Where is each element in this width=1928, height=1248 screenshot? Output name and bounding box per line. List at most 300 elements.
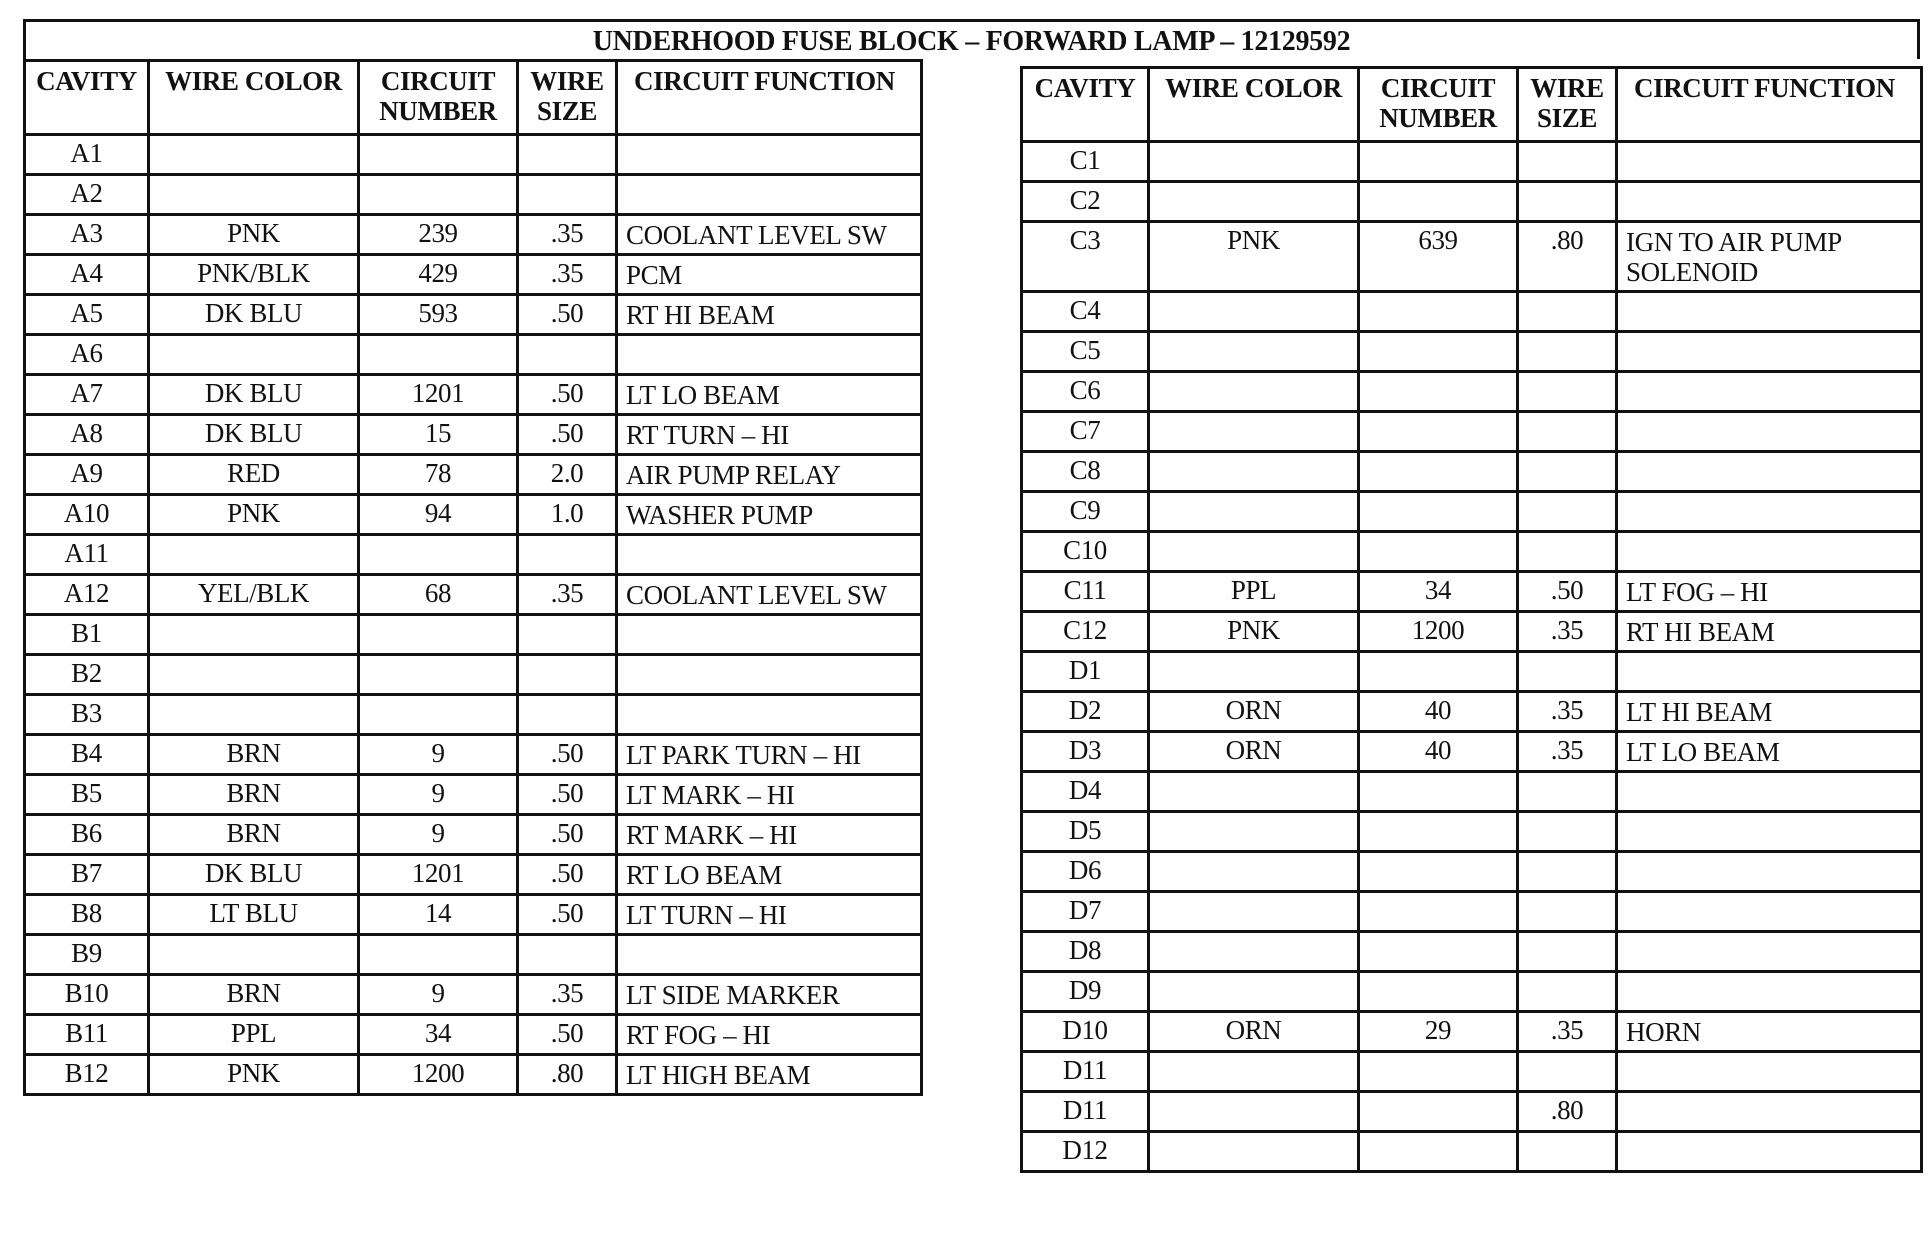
circuit-number-cell [359, 695, 518, 735]
table-header-row [1022, 68, 1922, 142]
wire-size-cell [518, 335, 617, 375]
circuit-number-cell: 239 [359, 215, 518, 255]
wire-size-header: WIRE SIZE [1518, 68, 1617, 142]
wire-size-cell: .35 [1518, 1012, 1617, 1052]
circuit-number-cell [1359, 372, 1518, 412]
cavity-cell: C11 [1022, 572, 1149, 612]
circuit-function-cell: WASHER PUMP [617, 495, 922, 535]
circuit-function-cell [1617, 772, 1922, 812]
table-row [1022, 332, 1922, 372]
wire-size-cell [1518, 1132, 1617, 1172]
table-row [1022, 1012, 1922, 1052]
cavity-cell: B12 [25, 1055, 149, 1095]
circuit-number-cell [1359, 1052, 1518, 1092]
cavity-cell: D7 [1022, 892, 1149, 932]
wire-color-cell: RED [149, 455, 359, 495]
cavity-cell: B5 [25, 775, 149, 815]
wire-size-cell: .80 [1518, 1092, 1617, 1132]
circuit-function-cell: LT HIGH BEAM [617, 1055, 922, 1095]
table-row [25, 415, 922, 455]
cavity-header: CAVITY [1022, 68, 1149, 142]
wire-color-cell [1149, 652, 1359, 692]
table-row [25, 855, 922, 895]
cavity-cell: C8 [1022, 452, 1149, 492]
left-fuse-table [23, 59, 923, 1096]
circuit-function-cell [1617, 182, 1922, 222]
wire-size-cell: .35 [518, 975, 617, 1015]
wire-color-cell [1149, 492, 1359, 532]
circuit-number-cell: 429 [359, 255, 518, 295]
table-row [1022, 932, 1922, 972]
wire-color-cell: BRN [149, 975, 359, 1015]
cavity-cell: A8 [25, 415, 149, 455]
cavity-cell: A11 [25, 535, 149, 575]
wire-size-cell [518, 695, 617, 735]
wire-size-cell [1518, 412, 1617, 452]
wire-size-cell: 2.0 [518, 455, 617, 495]
wire-size-cell [518, 175, 617, 215]
wire-color-cell: PPL [149, 1015, 359, 1055]
circuit-number-cell: 68 [359, 575, 518, 615]
table-row [1022, 182, 1922, 222]
table-row [1022, 892, 1922, 932]
wire-size-cell [1518, 182, 1617, 222]
wire-color-cell [149, 335, 359, 375]
circuit-function-cell: HORN [1617, 1012, 1922, 1052]
cavity-cell: A1 [25, 135, 149, 175]
table-row [1022, 142, 1922, 182]
cavity-cell: D10 [1022, 1012, 1149, 1052]
wire-size-cell: .35 [1518, 692, 1617, 732]
circuit-function-cell: COOLANT LEVEL SW [617, 215, 922, 255]
table-row [1022, 972, 1922, 1012]
table-row [25, 775, 922, 815]
circuit-number-cell [1359, 332, 1518, 372]
wire-size-cell: .50 [518, 415, 617, 455]
cavity-cell: D11 [1022, 1092, 1149, 1132]
wire-size-cell: .35 [518, 575, 617, 615]
wire-size-cell: .50 [518, 375, 617, 415]
wire-size-cell: .50 [518, 735, 617, 775]
circuit-function-cell [1617, 332, 1922, 372]
circuit-number-cell [1359, 292, 1518, 332]
wire-color-cell [1149, 532, 1359, 572]
cavity-cell: A2 [25, 175, 149, 215]
table-row [1022, 1052, 1922, 1092]
circuit-function-cell [1617, 972, 1922, 1012]
cavity-cell: C4 [1022, 292, 1149, 332]
cavity-cell: C2 [1022, 182, 1149, 222]
table-row [1022, 452, 1922, 492]
circuit-number-cell: 78 [359, 455, 518, 495]
circuit-function-cell [1617, 932, 1922, 972]
circuit-number-cell: 639 [1359, 222, 1518, 292]
circuit-number-cell: 1200 [359, 1055, 518, 1095]
wire-color-header: WIRE COLOR [1149, 68, 1359, 142]
wire-color-cell: PPL [1149, 572, 1359, 612]
wire-color-cell [1149, 892, 1359, 932]
wire-color-cell: PNK [149, 1055, 359, 1095]
cavity-cell: B11 [25, 1015, 149, 1055]
circuit-function-cell [617, 535, 922, 575]
circuit-number-cell: 34 [1359, 572, 1518, 612]
table-row [1022, 852, 1922, 892]
wire-color-cell [1149, 1132, 1359, 1172]
wire-size-cell: 1.0 [518, 495, 617, 535]
table-row [25, 815, 922, 855]
table-row [25, 975, 922, 1015]
circuit-function-cell: LT LO BEAM [1617, 732, 1922, 772]
table-row [25, 215, 922, 255]
table-row [25, 655, 922, 695]
cavity-cell: D3 [1022, 732, 1149, 772]
circuit-number-cell: 40 [1359, 692, 1518, 732]
cavity-header: CAVITY [25, 61, 149, 135]
wire-color-cell [1149, 1052, 1359, 1092]
table-row [25, 135, 922, 175]
table-row [25, 175, 922, 215]
circuit-number-cell [1359, 182, 1518, 222]
circuit-function-cell: RT FOG – HI [617, 1015, 922, 1055]
cavity-cell: B2 [25, 655, 149, 695]
circuit-number-cell [359, 335, 518, 375]
table-row [25, 255, 922, 295]
cavity-cell: B10 [25, 975, 149, 1015]
cavity-cell: D8 [1022, 932, 1149, 972]
wire-size-cell: .50 [518, 815, 617, 855]
wire-size-cell [1518, 452, 1617, 492]
circuit-function-cell: PCM [617, 255, 922, 295]
circuit-number-cell: 1201 [359, 855, 518, 895]
wire-color-cell [1149, 932, 1359, 972]
wire-color-cell [1149, 812, 1359, 852]
right-table-body [1022, 142, 1922, 1172]
table-row [1022, 572, 1922, 612]
circuit-function-cell [1617, 492, 1922, 532]
circuit-function-cell: RT HI BEAM [1617, 612, 1922, 652]
wire-color-cell [149, 535, 359, 575]
circuit-function-cell: LT PARK TURN – HI [617, 735, 922, 775]
circuit-function-cell [1617, 1052, 1922, 1092]
wire-size-cell [1518, 812, 1617, 852]
wire-size-header: WIRE SIZE [518, 61, 617, 135]
table-row [1022, 412, 1922, 452]
cavity-cell: A10 [25, 495, 149, 535]
cavity-cell: D6 [1022, 852, 1149, 892]
table-row [25, 375, 922, 415]
cavity-cell: B6 [25, 815, 149, 855]
circuit-function-cell [1617, 372, 1922, 412]
circuit-number-cell: 9 [359, 735, 518, 775]
circuit-function-cell [617, 135, 922, 175]
circuit-number-cell [1359, 812, 1518, 852]
table-row [1022, 812, 1922, 852]
wire-size-cell [1518, 1052, 1617, 1092]
table-row [25, 615, 922, 655]
cavity-cell: B9 [25, 935, 149, 975]
circuit-number-cell: 593 [359, 295, 518, 335]
wire-size-cell: .35 [518, 255, 617, 295]
cavity-cell: C7 [1022, 412, 1149, 452]
wire-size-cell: .80 [1518, 222, 1617, 292]
wire-color-cell [1149, 1092, 1359, 1132]
circuit-function-cell [617, 655, 922, 695]
circuit-number-cell [1359, 492, 1518, 532]
circuit-number-cell: 40 [1359, 732, 1518, 772]
wire-color-cell: PNK [1149, 222, 1359, 292]
circuit-function-cell [617, 335, 922, 375]
wire-color-cell: YEL/BLK [149, 575, 359, 615]
circuit-function-cell: LT HI BEAM [1617, 692, 1922, 732]
table-row [25, 575, 922, 615]
wire-color-cell: ORN [1149, 732, 1359, 772]
circuit-function-cell [1617, 412, 1922, 452]
circuit-function-header: CIRCUIT FUNCTION [617, 61, 922, 135]
wire-color-cell: DK BLU [149, 295, 359, 335]
circuit-function-cell: RT HI BEAM [617, 295, 922, 335]
circuit-number-cell [1359, 892, 1518, 932]
table-row [25, 1015, 922, 1055]
wire-size-cell [518, 655, 617, 695]
cavity-cell: D12 [1022, 1132, 1149, 1172]
circuit-function-cell: IGN TO AIR PUMP SOLENOID [1617, 222, 1922, 292]
table-row [25, 1055, 922, 1095]
wire-size-cell [1518, 972, 1617, 1012]
cavity-cell: D11 [1022, 1052, 1149, 1092]
circuit-number-cell: 29 [1359, 1012, 1518, 1052]
wire-color-header: WIRE COLOR [149, 61, 359, 135]
wire-size-cell: .35 [1518, 732, 1617, 772]
circuit-function-cell [1617, 1132, 1922, 1172]
circuit-function-cell [617, 935, 922, 975]
circuit-function-cell [1617, 292, 1922, 332]
circuit-number-cell: 34 [359, 1015, 518, 1055]
circuit-function-cell: LT TURN – HI [617, 895, 922, 935]
cavity-cell: A3 [25, 215, 149, 255]
circuit-number-cell [359, 135, 518, 175]
table-row [25, 895, 922, 935]
table-header-row [25, 61, 922, 135]
table-row [1022, 772, 1922, 812]
cavity-cell: D2 [1022, 692, 1149, 732]
circuit-number-cell [1359, 142, 1518, 182]
wire-size-cell [1518, 142, 1617, 182]
cavity-cell: A7 [25, 375, 149, 415]
circuit-function-header: CIRCUIT FUNCTION [1617, 68, 1922, 142]
wire-size-cell: .80 [518, 1055, 617, 1095]
wire-color-cell [1149, 412, 1359, 452]
table-row [25, 935, 922, 975]
wire-color-cell [149, 615, 359, 655]
circuit-function-cell: COOLANT LEVEL SW [617, 575, 922, 615]
circuit-function-cell: RT LO BEAM [617, 855, 922, 895]
table-row [1022, 1132, 1922, 1172]
table-row [1022, 492, 1922, 532]
wire-color-cell: BRN [149, 775, 359, 815]
cavity-cell: C9 [1022, 492, 1149, 532]
table-row [25, 535, 922, 575]
table-row [1022, 612, 1922, 652]
wire-color-cell [149, 655, 359, 695]
circuit-number-cell [359, 655, 518, 695]
circuit-function-cell [1617, 142, 1922, 182]
table-row [25, 335, 922, 375]
table-row [1022, 372, 1922, 412]
circuit-number-cell [1359, 772, 1518, 812]
circuit-number-cell: 1200 [1359, 612, 1518, 652]
circuit-function-cell [1617, 532, 1922, 572]
table-row [25, 295, 922, 335]
circuit-function-cell [1617, 452, 1922, 492]
cavity-cell: D9 [1022, 972, 1149, 1012]
circuit-function-cell: LT FOG – HI [1617, 572, 1922, 612]
circuit-number-cell [1359, 852, 1518, 892]
circuit-number-header: CIRCUIT NUMBER [1359, 68, 1518, 142]
wire-color-cell: PNK [149, 215, 359, 255]
circuit-number-cell [1359, 1132, 1518, 1172]
circuit-number-cell: 1201 [359, 375, 518, 415]
circuit-function-cell: LT MARK – HI [617, 775, 922, 815]
circuit-number-cell [359, 535, 518, 575]
wire-size-cell [1518, 292, 1617, 332]
wire-size-cell: .50 [518, 775, 617, 815]
circuit-function-cell [1617, 652, 1922, 692]
circuit-function-cell: RT MARK – HI [617, 815, 922, 855]
wire-color-cell [1149, 972, 1359, 1012]
circuit-number-cell: 9 [359, 975, 518, 1015]
wire-size-cell: .50 [518, 1015, 617, 1055]
wire-color-cell [1149, 332, 1359, 372]
circuit-number-cell [1359, 1092, 1518, 1132]
cavity-cell: C1 [1022, 142, 1149, 182]
wire-size-cell [1518, 492, 1617, 532]
cavity-cell: D5 [1022, 812, 1149, 852]
table-row [1022, 292, 1922, 332]
circuit-number-cell [359, 935, 518, 975]
wire-size-cell [1518, 332, 1617, 372]
circuit-number-cell: 9 [359, 815, 518, 855]
circuit-number-cell [1359, 532, 1518, 572]
wire-size-cell [518, 615, 617, 655]
wire-color-cell: DK BLU [149, 375, 359, 415]
wire-size-cell [1518, 852, 1617, 892]
circuit-number-cell [359, 615, 518, 655]
table-row [1022, 222, 1922, 292]
wire-color-cell [149, 935, 359, 975]
table-row [1022, 692, 1922, 732]
circuit-number-cell [1359, 932, 1518, 972]
circuit-function-cell [617, 615, 922, 655]
circuit-function-cell [1617, 852, 1922, 892]
table-row [25, 455, 922, 495]
cavity-cell: C6 [1022, 372, 1149, 412]
circuit-function-cell: LT SIDE MARKER [617, 975, 922, 1015]
cavity-cell: C3 [1022, 222, 1149, 292]
table-row [25, 695, 922, 735]
cavity-cell: B3 [25, 695, 149, 735]
circuit-number-cell: 94 [359, 495, 518, 535]
circuit-number-cell: 15 [359, 415, 518, 455]
wire-color-cell: ORN [1149, 1012, 1359, 1052]
wire-size-cell [1518, 772, 1617, 812]
table-row [1022, 1092, 1922, 1132]
cavity-cell: D1 [1022, 652, 1149, 692]
wire-size-cell: .50 [518, 855, 617, 895]
wire-size-cell [1518, 652, 1617, 692]
circuit-number-cell [1359, 412, 1518, 452]
circuit-number-cell [1359, 652, 1518, 692]
wire-color-cell [1149, 772, 1359, 812]
wire-color-cell: BRN [149, 735, 359, 775]
cavity-cell: A6 [25, 335, 149, 375]
circuit-function-cell: LT LO BEAM [617, 375, 922, 415]
circuit-function-cell [1617, 812, 1922, 852]
document-title: UNDERHOOD FUSE BLOCK – FORWARD LAMP – 12129592 [23, 19, 1920, 59]
wire-color-cell [1149, 292, 1359, 332]
circuit-number-cell: 14 [359, 895, 518, 935]
cavity-cell: C5 [1022, 332, 1149, 372]
cavity-cell: A12 [25, 575, 149, 615]
wire-size-cell [518, 535, 617, 575]
wire-color-cell [149, 135, 359, 175]
wire-size-cell: .50 [518, 895, 617, 935]
wire-color-cell [1149, 182, 1359, 222]
circuit-function-cell [617, 695, 922, 735]
wire-color-cell: DK BLU [149, 855, 359, 895]
wire-size-cell [518, 935, 617, 975]
wire-color-cell [149, 175, 359, 215]
wire-size-cell [1518, 372, 1617, 412]
circuit-number-cell [1359, 452, 1518, 492]
cavity-cell: B1 [25, 615, 149, 655]
cavity-cell: C12 [1022, 612, 1149, 652]
table-row [25, 735, 922, 775]
wire-size-cell: .50 [518, 295, 617, 335]
wire-color-cell [1149, 452, 1359, 492]
cavity-cell: A5 [25, 295, 149, 335]
cavity-cell: B8 [25, 895, 149, 935]
table-row [1022, 732, 1922, 772]
circuit-number-cell [359, 175, 518, 215]
circuit-number-header: CIRCUIT NUMBER [359, 61, 518, 135]
wire-size-cell: .50 [1518, 572, 1617, 612]
table-row [1022, 532, 1922, 572]
wire-size-cell: .35 [518, 215, 617, 255]
wire-color-cell [1149, 142, 1359, 182]
circuit-function-cell: RT TURN – HI [617, 415, 922, 455]
wire-color-cell: LT BLU [149, 895, 359, 935]
wire-size-cell [1518, 932, 1617, 972]
wire-size-cell [518, 135, 617, 175]
cavity-cell: C10 [1022, 532, 1149, 572]
cavity-cell: D4 [1022, 772, 1149, 812]
circuit-function-cell [1617, 892, 1922, 932]
table-row [1022, 652, 1922, 692]
circuit-function-cell [617, 175, 922, 215]
right-fuse-table [1020, 66, 1923, 1173]
wire-size-cell [1518, 892, 1617, 932]
wire-color-cell: PNK [149, 495, 359, 535]
wire-color-cell: DK BLU [149, 415, 359, 455]
cavity-cell: A4 [25, 255, 149, 295]
wire-color-cell: ORN [1149, 692, 1359, 732]
circuit-function-cell [1617, 1092, 1922, 1132]
cavity-cell: B4 [25, 735, 149, 775]
wire-color-cell [1149, 852, 1359, 892]
wire-color-cell: BRN [149, 815, 359, 855]
wire-color-cell: PNK [1149, 612, 1359, 652]
cavity-cell: A9 [25, 455, 149, 495]
